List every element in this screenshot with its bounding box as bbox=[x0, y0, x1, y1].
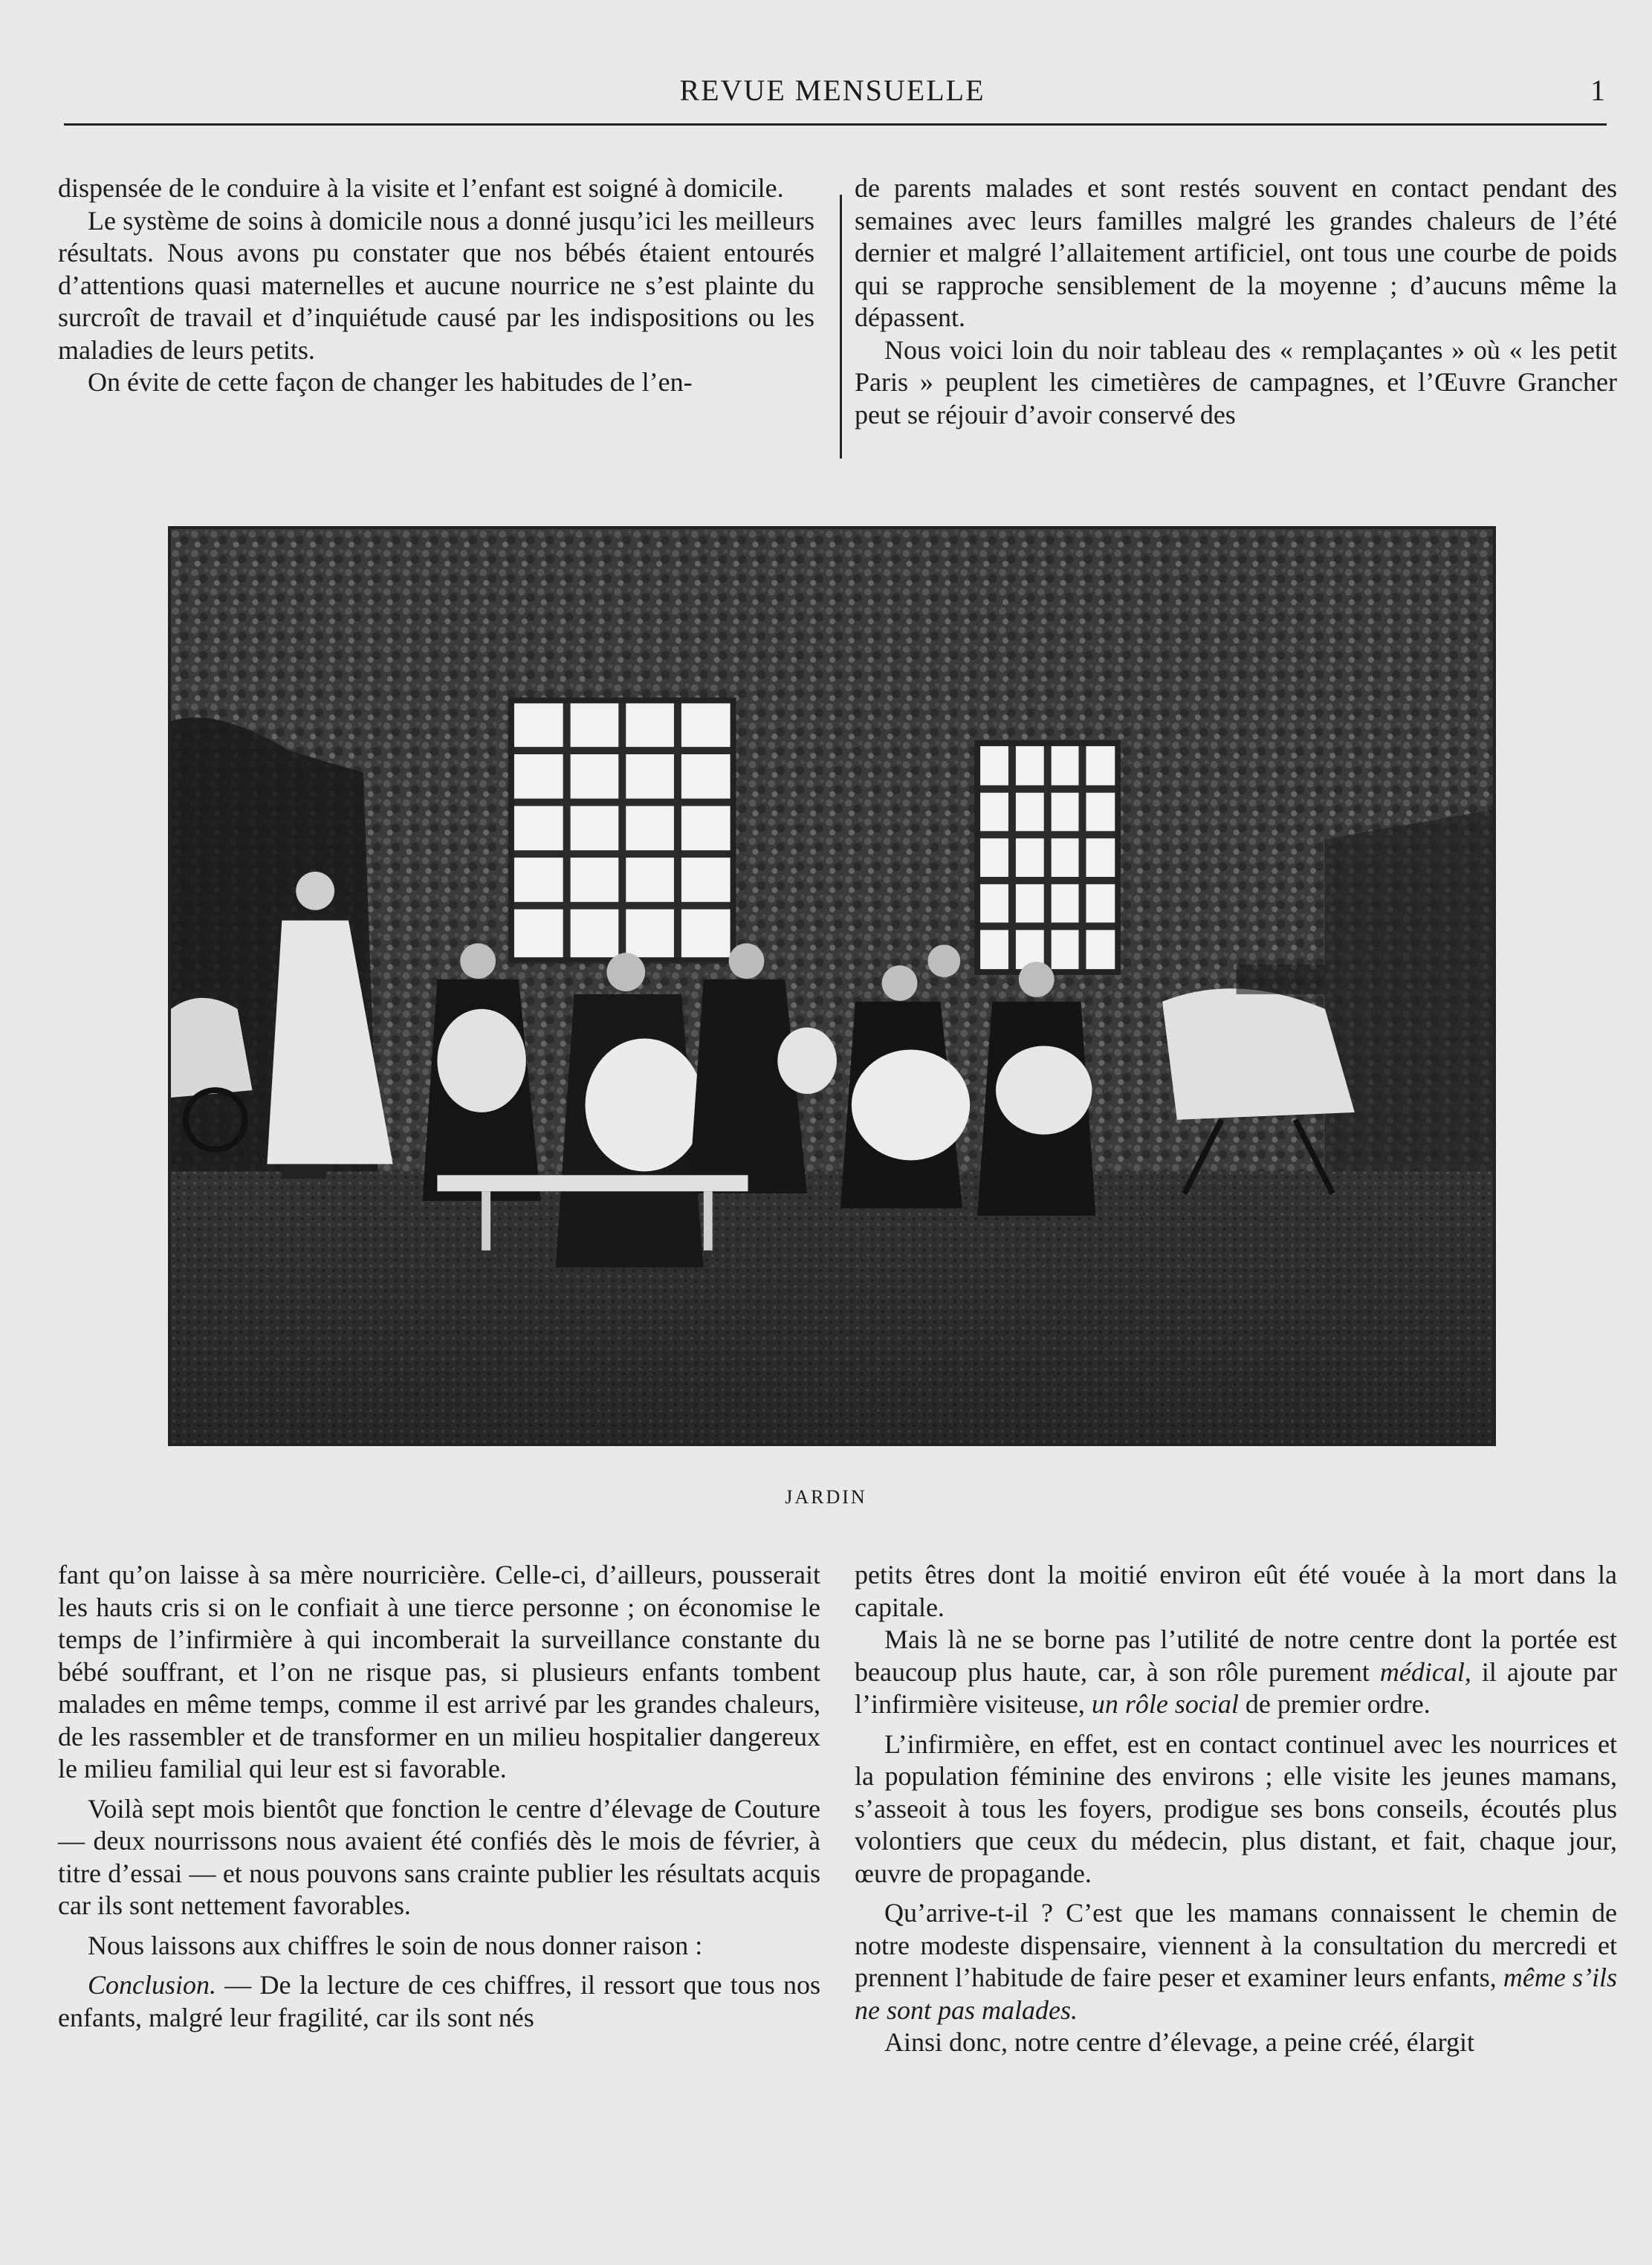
garden-photograph bbox=[168, 526, 1496, 1446]
text-run: de premier ordre. bbox=[1238, 1689, 1431, 1719]
paragraph: Nous voici loin du noir tableau des « remplaçantes » où « les petit Paris » peuplent les cimetières de campagnes, et l’Œuvre Grancher peut se réjouir d’avoir conservé des bbox=[855, 334, 1617, 430]
paragraph: de parents malades et sont restés souvent en contact pendant des semaines avec leurs familles malgré les grandes chaleurs de l’été dernier et malgré l’allaitement artificiel, ont tous une courbe de poids qui se rapproche sensiblement de la moyenne ; d’aucuns même la dépassent. bbox=[855, 173, 1617, 332]
top-right-column bbox=[855, 172, 1617, 431]
column-divider bbox=[840, 195, 842, 458]
text-run: Qu’arrive-t-il ? C’est que les mamans connaissent le chemin de notre modeste dispensaire, viennent à la consultation du mercredi et prennent l’habitude de faire peser et examiner leurs enfants, bbox=[855, 1898, 1617, 1992]
window-left bbox=[511, 701, 733, 961]
text-run: Mais là ne se borne pas l’utilité de notre centre dont la portée est beaucoup plus haute, car, à son rôle purement bbox=[855, 1624, 1617, 1687]
running-header bbox=[59, 68, 1605, 113]
paragraph: Ainsi donc, notre centre d’élevage, a peine créé, élargit bbox=[884, 2027, 1474, 2057]
emphasis-medical: médical, bbox=[1379, 1656, 1471, 1687]
paragraph bbox=[855, 1624, 1617, 1721]
header-rule bbox=[64, 123, 1607, 126]
paragraph bbox=[855, 1897, 1617, 2026]
emphasis-role-social: un rôle social bbox=[1091, 1689, 1239, 1719]
paragraph: Nous laissons aux chiffres le soin de nous donner raison : bbox=[88, 1930, 703, 1960]
top-left-column bbox=[58, 172, 814, 399]
paragraph bbox=[58, 1969, 820, 2034]
bottom-right-column bbox=[855, 1559, 1617, 2059]
paragraph: fant qu’on laisse à sa mère nourricière. Celle-ci, d’ailleurs, pousserait les hauts cris si on le confiait à une tierce personne ; on économise le temps de l’infirmière à qui incomberait la surveillance constante du bébé souffrant, et l’on ne risque pas, si plusieurs enfants tombent malades en même temps, comme il est arrivé par les grandes chaleurs, de les rassembler et de transformer en un milieu hospitalier dangereux le milieu familial qui leur est si favorable. bbox=[58, 1560, 820, 1783]
conclusion-text: — De la lecture de ces chiffres, il ressort que tous nos enfants, malgré leur fragilité, car ils sont nés bbox=[58, 1970, 820, 2032]
paragraph: L’infirmière, en effet, est en contact continuel avec les nourrices et la population féminine des environs ; elle visite les jeunes mamans, s’asseoit à tous les foyers, prodigue ses bons conseils, écoutés plus volontiers que ceux du médecin, plus distant, et fait, chaque jour, œuvre de propagande. bbox=[855, 1728, 1617, 1888]
text-run: il ajoute par l’infirmière visiteuse, bbox=[855, 1656, 1617, 1719]
paragraph: Le système de soins à domicile nous a donné jusqu’ici les meilleurs résultats. Nous avons pu constater que nos bébés étaient entourés d’attentions quasi maternelles et aucune nourrice ne s’est plainte du surcroît de travail et d’inquiétude causé par les indispositions ou les maladies de leurs petits. bbox=[58, 205, 814, 365]
paragraph: petits êtres dont la moitié environ eût été vouée à la mort dans la capitale. bbox=[855, 1560, 1617, 1622]
journal-title: REVUE MENSUELLE bbox=[679, 74, 985, 107]
paragraph: On évite de cette façon de changer les habitudes de l’en- bbox=[88, 367, 693, 397]
paragraph: dispensée de le conduire à la visite et l’enfant est soigné à domicile. bbox=[58, 173, 784, 203]
photo-illustration bbox=[171, 529, 1493, 1443]
page-number: 1 bbox=[1590, 74, 1605, 107]
window-right bbox=[977, 743, 1118, 972]
bottom-left-column bbox=[58, 1559, 820, 2034]
conclusion-label: Conclusion. bbox=[88, 1970, 217, 2000]
paragraph: Voilà sept mois bientôt que fonction le centre d’élevage de Couture — deux nourrissons nous avaient été confiés dès le mois de février, à titre d’essai — et nous pouvons sans crainte publier les résultats acquis car ils sont nettement favorables. bbox=[58, 1793, 820, 1920]
photo-caption: JARDIN bbox=[785, 1486, 867, 1508]
emphasis-not-sick: même s’ils ne sont pas malades. bbox=[855, 1963, 1617, 2025]
